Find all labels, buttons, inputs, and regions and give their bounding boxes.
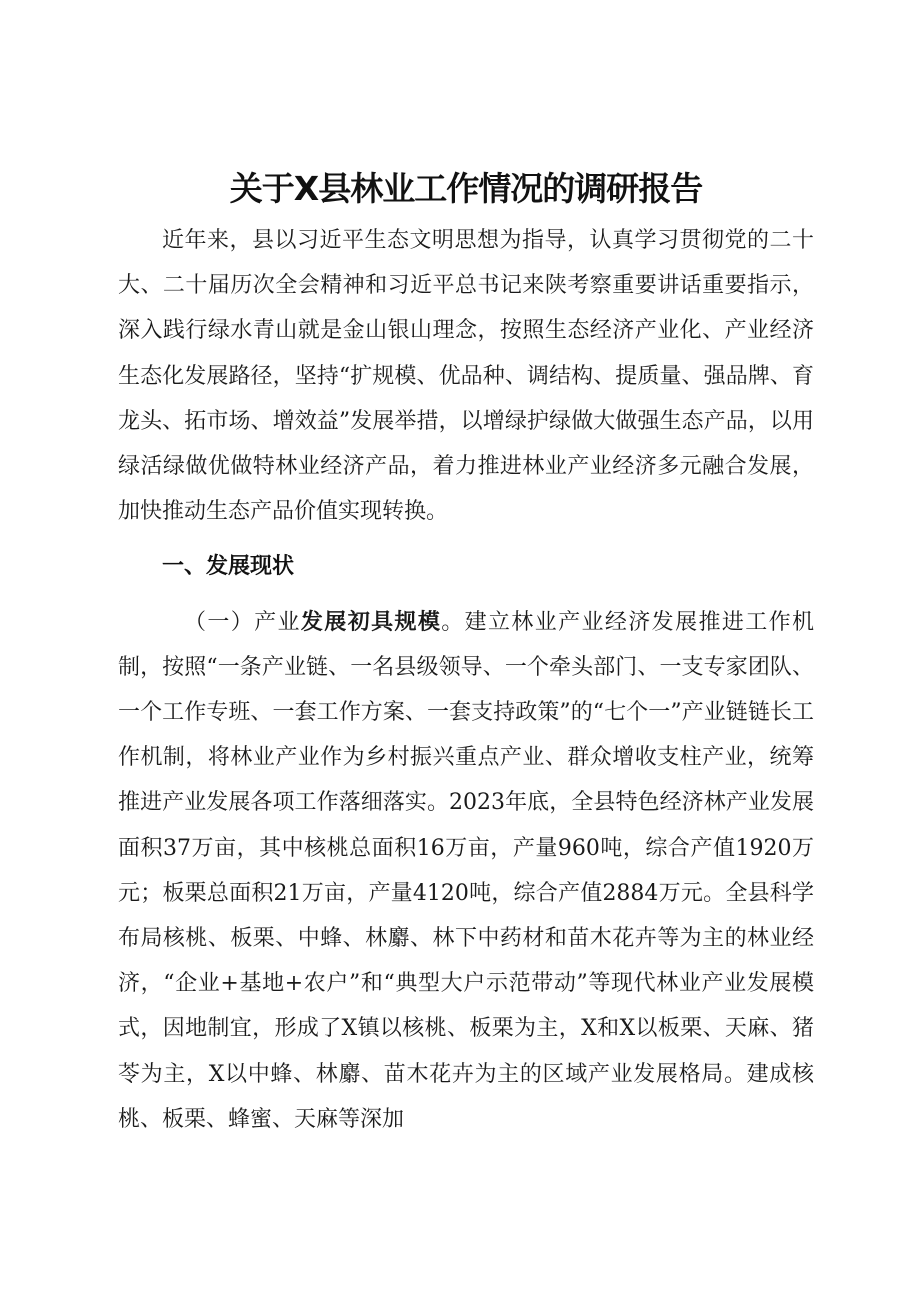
- subsection-paragraph: [118, 600, 814, 1142]
- section-heading: 一、发展现状: [162, 554, 295, 580]
- subsection-number: （一）产业: [184, 609, 301, 635]
- subsection-text: 。建立林业产业经济发展推进工作机制，按照“一条产业链、一名县级领导、一个牵头部门、一支专家团队、一个工作专班、一套工作方案、一套支持政策”的“七个一”产业链链长工作机制，将林业产业作为乡村振兴重点产业、群众增收支柱产业，统筹推进产业发展各项工作落细落实。2023年底，全县特色经济林产业发展面积37万亩，其中核桃总面积16万亩，产量960吨，综合产值1920万元；板栗总面积21万亩，产量4120吨，综合产值2884万元。全县科学布局核桃、板栗、中蜂、林麝、林下中药材和苗木花卉等为主的林业经济，“企业+基地+农户”和“典型大户示范带动”等现代林业产业发展模式，因地制宜，形成了X镇以核桃、板栗为主，X和X以板栗、天麻、猪苓为主，X以中蜂、林麝、苗木花卉为主的区域产业发展格局。建成核桃、板栗、蜂蜜、天麻等深加: [118, 609, 814, 1132]
- intro-paragraph: 近年来，县以习近平生态文明思想为指导，认真学习贯彻党的二十大、二十届历次全会精神和习近平总书记来陕考察重要讲话重要指示，深入践行绿水青山就是金山银山理念，按照生态经济产业化、产业经济生态化发展路径，坚持“扩规模、优品种、调结构、提质量、强品牌、育龙头、拓市场、增效益”发展举措，以增绿护绿做大做强生态产品，以用绿活绿做优做特林业经济产品，着力推进林业产业经济多元融合发展，加快推动生态产品价值实现转换。: [118, 228, 814, 525]
- document-title: 关于X县林业工作情况的调研报告: [229, 169, 703, 208]
- subsection-lead: 发展初具规模: [300, 609, 442, 635]
